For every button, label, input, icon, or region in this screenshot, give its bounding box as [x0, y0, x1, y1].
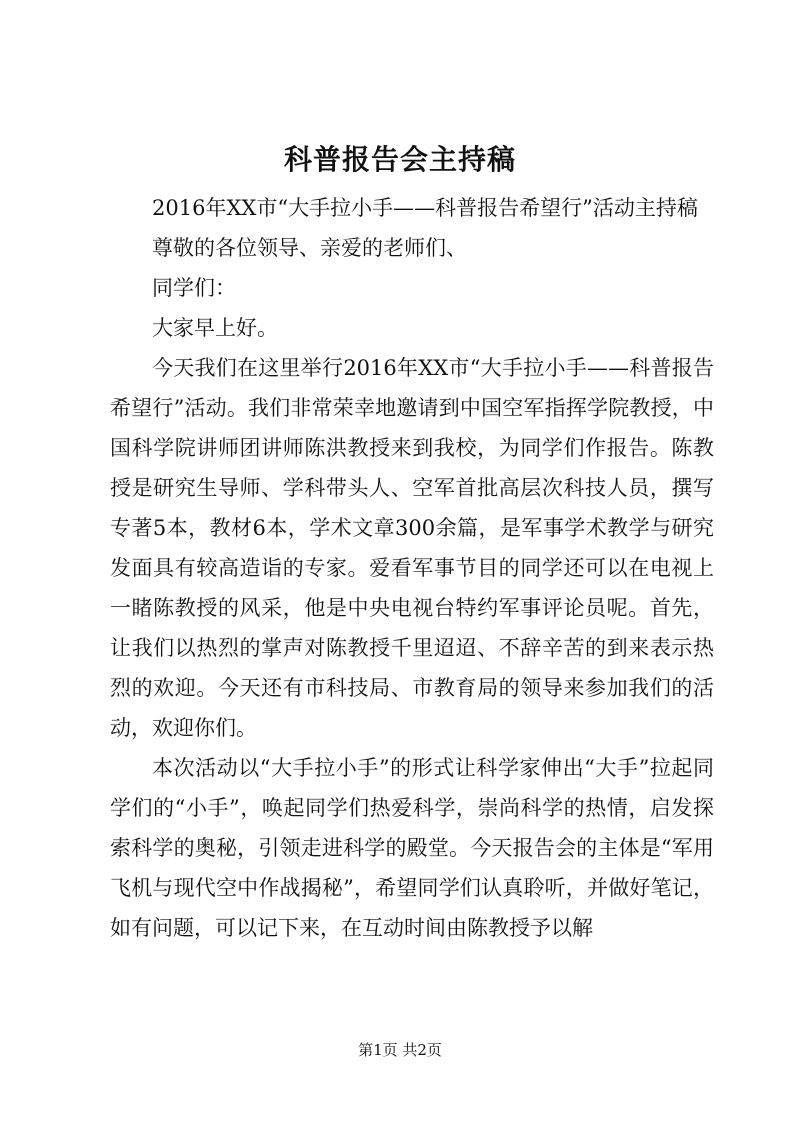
- paragraph-salutation-students: 同学们：: [152, 276, 236, 300]
- document-body: [110, 188, 714, 948]
- paragraph-introduction: 今天我们在这里举行2016年XX市“大手拉小手——科普报告希望行”活动。我们非常荣幸地邀请到中国空军指挥学院教授，中国科学院讲师团讲师陈洪教授来到我校，为同学们作报告。陈教授是研究生导师、学科带头人、空军首批高层次科技人员，撰写专著5本，教材6本，学术文章300余篇，是军事学术教学与研究发面具有较高造诣的专家。爱看军事节目的同学还可以在电视上一睹陈教授的风采，他是中央电视台特约军事评论员呢。首先，让我们以热烈的掌声对陈教授千里迢迢、不辞辛苦的到来表示热烈的欢迎。今天还有市科技局、市教育局的领导来参加我们的活动，欢迎你们。: [110, 356, 714, 740]
- paragraph-event-heading: 2016年XX市“大手拉小手——科普报告希望行”活动主持稿: [152, 196, 698, 220]
- paragraph-activity-purpose: 本次活动以“大手拉小手”的形式让科学家伸出“大手”拉起同学们的“小手”，唤起同学们热爱科学，崇尚科学的热情，启发探索科学的奥秘，引领走进科学的殿堂。今天报告会的主体是“军用飞机与现代空中作战揭秘”，希望同学们认真聆听，并做好笔记，如有问题，可以记下来，在互动时间由陈教授予以解: [110, 756, 714, 940]
- document-title: 科普报告会主持稿: [283, 143, 516, 176]
- page-footer: 第1页 共2页: [358, 1041, 442, 1059]
- paragraph-greeting: 大家早上好。: [152, 316, 278, 340]
- paragraph-salutation: 尊敬的各位领导、亲爱的老师们、: [152, 236, 467, 260]
